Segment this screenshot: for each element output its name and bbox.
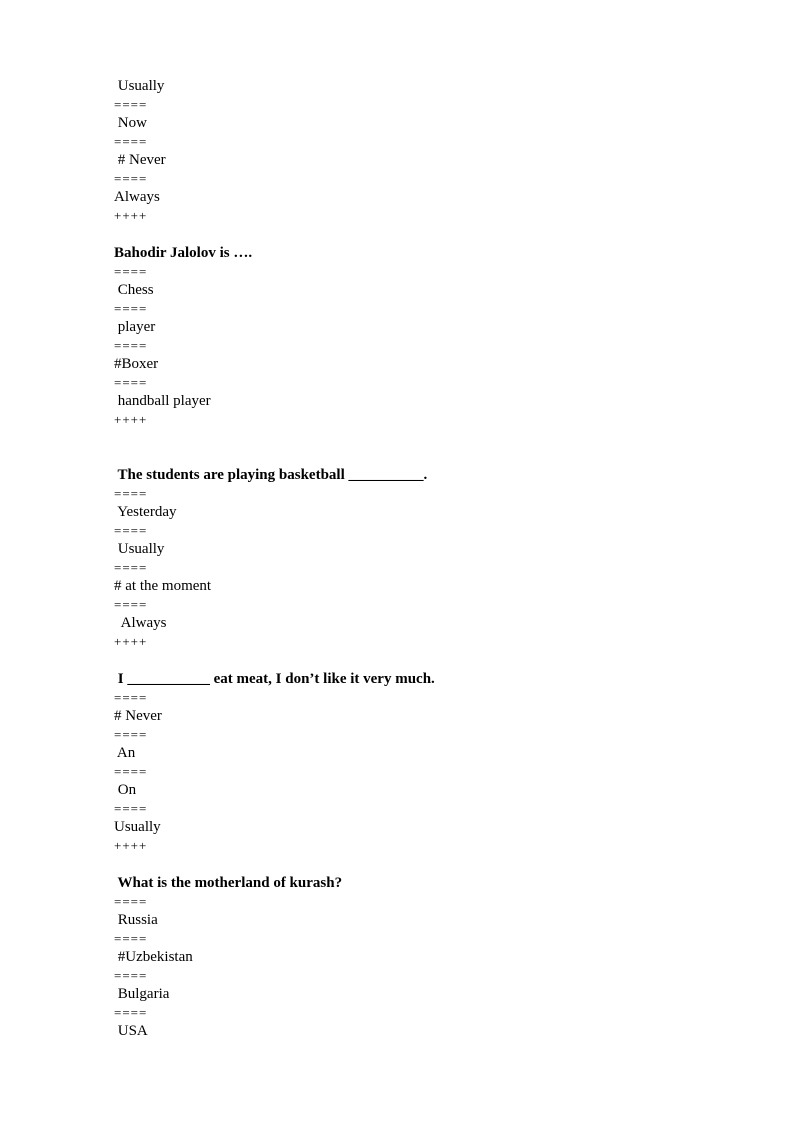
- question-text: I ___________ eat meat, I don’t like it very much.: [114, 671, 435, 687]
- separator-line: ====: [114, 523, 148, 538]
- option-line: Now: [114, 115, 147, 131]
- end-marker: ++++: [114, 838, 148, 853]
- separator-line: ====: [114, 801, 148, 816]
- option-line: Usually: [114, 541, 165, 557]
- separator-line: ====: [114, 931, 148, 946]
- separator-line: ====: [114, 560, 148, 575]
- separator-line: ====: [114, 597, 148, 612]
- option-line: USA: [114, 1023, 148, 1039]
- question-text: The students are playing basketball __________.: [114, 467, 428, 483]
- option-line: Usually: [114, 819, 161, 835]
- separator-line: ====: [114, 134, 148, 149]
- option-line: #Uzbekistan: [114, 949, 193, 965]
- separator-line: ====: [114, 1005, 148, 1020]
- option-line: Bulgaria: [114, 986, 170, 1002]
- option-line: Yesterday: [114, 504, 177, 520]
- separator-line: ====: [114, 264, 148, 279]
- separator-line: ====: [114, 894, 148, 909]
- option-line: Always: [114, 615, 167, 631]
- separator-line: ====: [114, 97, 148, 112]
- separator-line: ====: [114, 375, 148, 390]
- separator-line: ====: [114, 968, 148, 983]
- option-line: Always: [114, 189, 160, 205]
- option-line: # at the moment: [114, 578, 212, 594]
- question-text: What is the motherland of kurash?: [114, 875, 343, 891]
- end-marker: ++++: [114, 634, 148, 649]
- end-marker: ++++: [114, 208, 148, 223]
- separator-line: ====: [114, 764, 148, 779]
- separator-line: ====: [114, 727, 148, 742]
- option-line: An: [114, 745, 136, 761]
- option-line: player: [114, 319, 156, 335]
- question-text: Bahodir Jalolov is ….: [114, 245, 253, 261]
- end-marker: ++++: [114, 412, 148, 427]
- option-line: # Never: [114, 152, 166, 168]
- option-line: Chess: [114, 282, 154, 298]
- option-line: On: [114, 782, 137, 798]
- separator-line: ====: [114, 486, 148, 501]
- separator-line: ====: [114, 338, 148, 353]
- option-line: Russia: [114, 912, 158, 928]
- option-line: # Never: [114, 708, 162, 724]
- option-line: Usually: [114, 78, 165, 94]
- separator-line: ====: [114, 171, 148, 186]
- option-line: handball player: [114, 393, 211, 409]
- separator-line: ====: [114, 690, 148, 705]
- option-line: #Boxer: [114, 356, 159, 372]
- separator-line: ====: [114, 301, 148, 316]
